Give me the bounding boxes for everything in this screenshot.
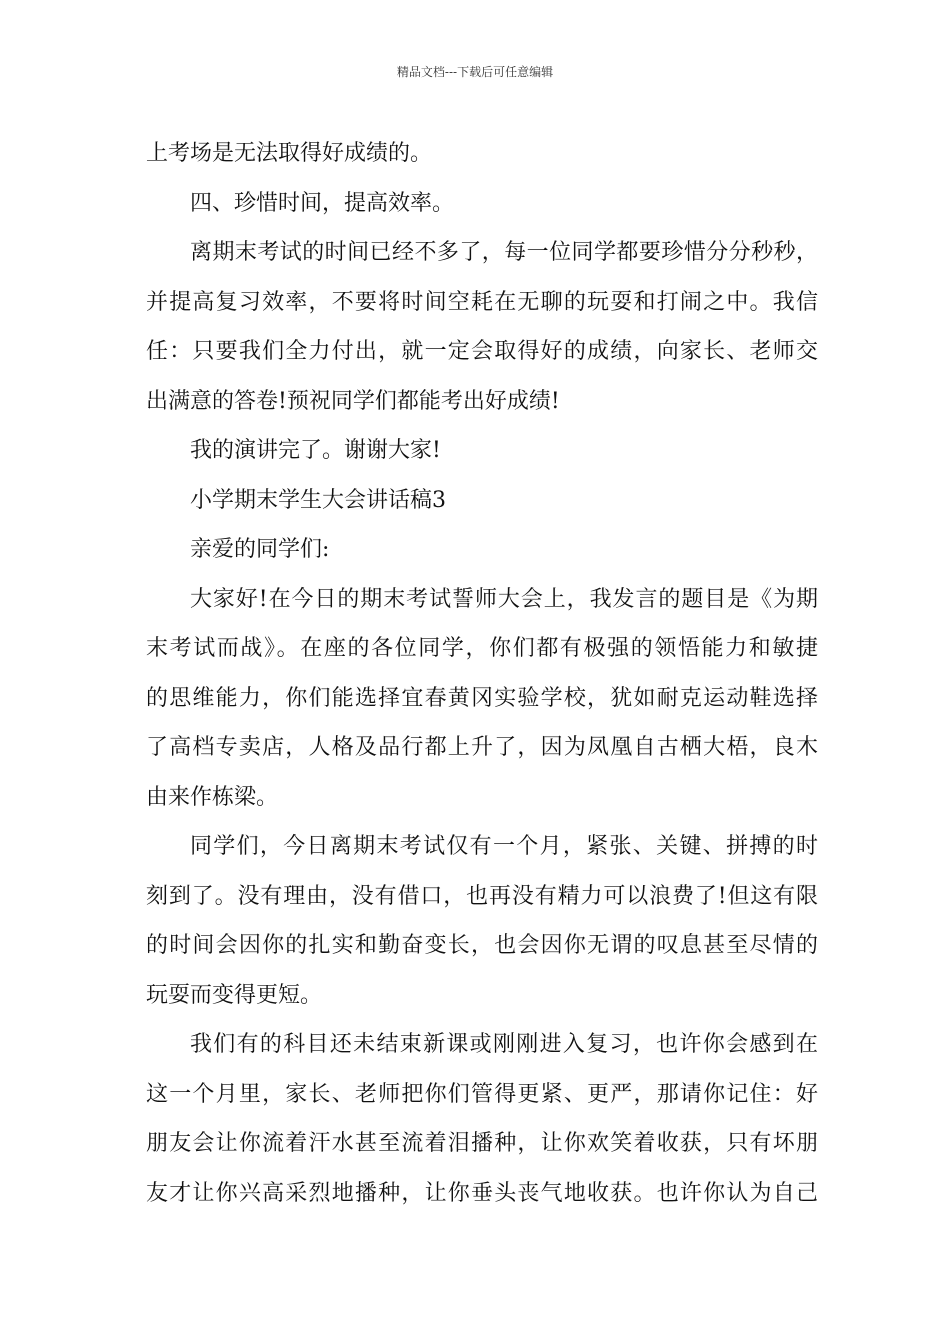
text-line: 出满意的答卷!预祝同学们都能考出好成绩! bbox=[146, 388, 560, 414]
text-line: 同学们，今日离期末考试仅有一个月，紧张、关键、拼搏的时 bbox=[190, 834, 818, 859]
document-body bbox=[146, 129, 818, 1218]
text-line: 刻到了。没有理由，没有借口，也再没有精力可以浪费了!但这有限 bbox=[146, 883, 818, 909]
salutation: 亲爱的同学们: bbox=[190, 537, 330, 562]
text-line: 我们有的科目还未结束新课或刚刚进入复习，也许你会感到在 bbox=[190, 1032, 818, 1057]
text-line: 友才让你兴高采烈地播种，让你垂头丧气地收获。也许你认为自己 bbox=[146, 1180, 818, 1206]
text-line: 了高档专卖店，人格及品行都上升了，因为凤凰自古栖大梧，良木 bbox=[146, 735, 818, 760]
text-line: 这一个月里，家长、老师把你们管得更紧、更严，那请你记住：好 bbox=[146, 1081, 818, 1107]
text-line: 并提高复习效率，不要将时间空耗在无聊的玩耍和打闹之中。我信 bbox=[146, 289, 818, 315]
text-line: 离期末考试的时间已经不多了，每一位同学都要珍惜分分秒秒， bbox=[190, 240, 818, 265]
text-line: 大家好!在今日的期末考试誓师大会上，我发言的题目是《为期 bbox=[190, 586, 818, 612]
text-line: 的思维能力，你们能选择宜春黄冈实验学校，犹如耐克运动鞋选择 bbox=[146, 685, 818, 711]
text-line: 任：只要我们全力付出，就一定会取得好的成绩，向家长、老师交 bbox=[146, 339, 818, 364]
page-header: 精品文档---下载后可任意编辑 bbox=[396, 65, 554, 79]
text-line: 末考试而战》。在座的各位同学，你们都有极强的领悟能力和敏捷 bbox=[146, 636, 818, 661]
text-line: 由来作栋梁。 bbox=[146, 784, 279, 810]
section-title: 小学期末学生大会讲话稿3 bbox=[190, 487, 446, 513]
text-line: 的时间会因你的扎实和勤奋变长，也会因你无谓的叹息甚至尽情的 bbox=[146, 933, 818, 958]
text-line: 四、珍惜时间，提高效率。 bbox=[190, 190, 455, 216]
text-line: 玩耍而变得更短。 bbox=[146, 982, 323, 1008]
text-line: 我的演讲完了。谢谢大家! bbox=[190, 438, 441, 463]
text-line: 上考场是无法取得好成绩的。 bbox=[146, 141, 433, 166]
text-line: 朋友会让你流着汗水甚至流着泪播种，让你欢笑着收获，只有坏朋 bbox=[146, 1131, 818, 1156]
